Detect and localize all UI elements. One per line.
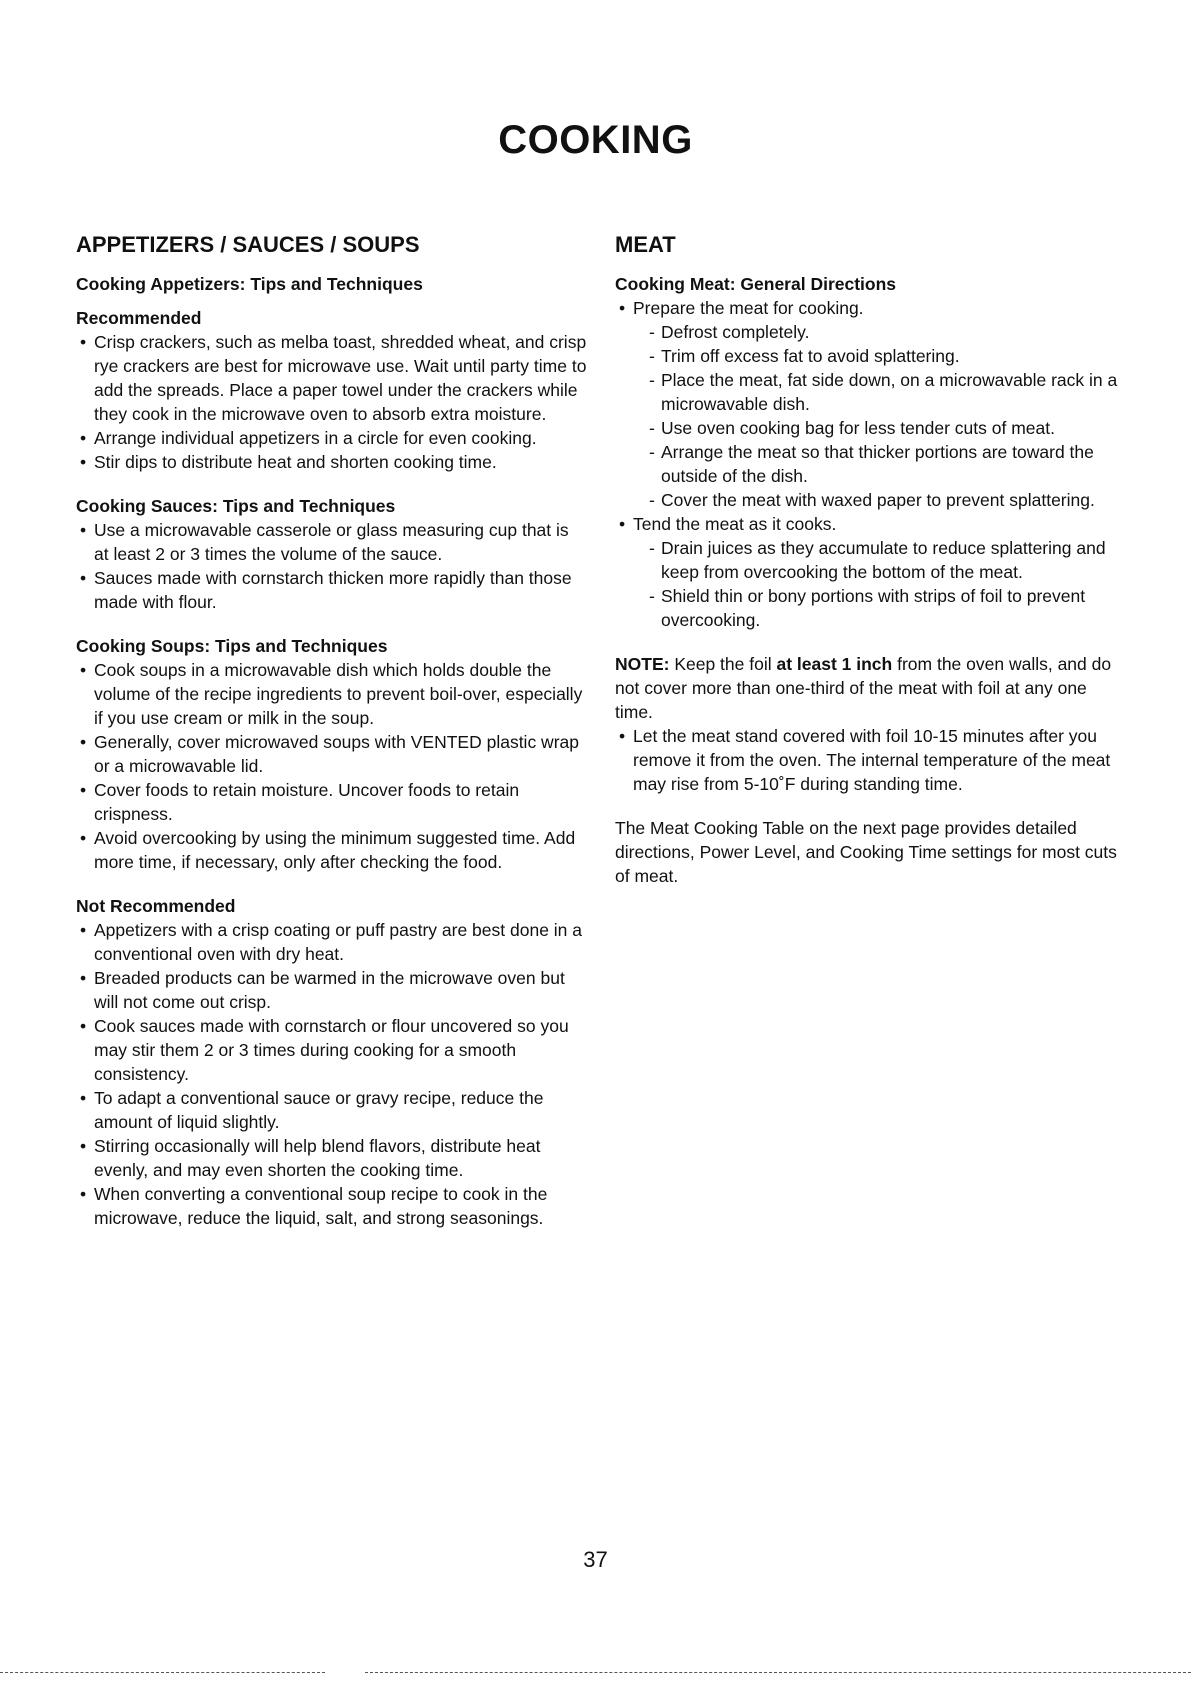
list-item: • Stir dips to distribute heat and shorten cooking time.: [76, 450, 588, 474]
page-title: COOKING: [498, 118, 693, 162]
note-text-after: from the oven walls, and do not cover more than one-third of the meat with foil at any one time.: [615, 654, 1112, 722]
list-item: - Place the meat, fat side down, on a microwavable rack in a microwavable dish.: [649, 368, 1125, 416]
note-text-before: Keep the foil: [669, 654, 777, 674]
list-item: - Cover the meat with waxed paper to prevent splattering.: [649, 488, 1125, 512]
recommended-label: Recommended: [76, 308, 202, 328]
list-item: - Defrost completely.: [649, 320, 1125, 344]
list-item: • Cover foods to retain moisture. Uncover foods to retain crispness.: [76, 778, 588, 826]
list-item: • Avoid overcooking by using the minimum suggested time. Add more time, if necessary, only after checking the food.: [76, 826, 588, 874]
left-column: [76, 232, 588, 1230]
not-recommended-heading: Not Recommended: [76, 896, 236, 916]
sauces-heading: Cooking Sauces: Tips and Techniques: [76, 496, 396, 516]
note-label: NOTE:: [615, 654, 670, 674]
prepare-steps: [633, 320, 1125, 512]
not-recommended-list: [76, 918, 588, 1230]
list-item: • Stirring occasionally will help blend flavors, distribute heat evenly, and may even shorten the cooking time.: [76, 1134, 588, 1182]
list-item: • Crisp crackers, such as melba toast, shredded wheat, and crisp rye crackers are best for microwave use. Wait until party time to add the spreads. Place a paper towel under the crackers while they cook in the microwave oven to absorb extra moisture.: [76, 330, 588, 426]
meat-general-heading: Cooking Meat: General Directions: [615, 274, 897, 294]
list-item: • To adapt a conventional sauce or gravy recipe, reduce the amount of liquid slightly.: [76, 1086, 588, 1134]
meat-table-reference: The Meat Cooking Table on the next page provides detailed directions, Power Level, and Cooking Time settings for most cuts of meat.: [615, 818, 1117, 886]
meat-note: [615, 652, 1125, 724]
list-item: - Trim off excess fat to avoid splattering.: [649, 344, 1125, 368]
prepare-text: Prepare the meat for cooking.: [633, 298, 864, 318]
meat-directions-list: [615, 296, 1125, 632]
list-item: • Cook sauces made with cornstarch or flour uncovered so you may stir them 2 or 3 times during cooking for a smooth consistency.: [76, 1014, 588, 1086]
appetizers-heading: Cooking Appetizers: Tips and Techniques: [76, 274, 423, 294]
section-heading-appetizers-sauces-soups: APPETIZERS / SAUCES / SOUPS: [76, 232, 420, 257]
list-item: - Drain juices as they accumulate to reduce splattering and keep from overcooking the bottom of the meat.: [649, 536, 1125, 584]
soups-heading: Cooking Soups: Tips and Techniques: [76, 636, 388, 656]
soups-list: [76, 658, 588, 874]
list-item: [615, 512, 1125, 632]
list-item: - Shield thin or bony portions with strips of foil to prevent overcooking.: [649, 584, 1125, 632]
list-item: • Cook soups in a microwavable dish which holds double the volume of the recipe ingredients to prevent boil-over, especially if you use cream or milk in the soup.: [76, 658, 588, 730]
tend-text: Tend the meat as it cooks.: [633, 514, 837, 534]
section-heading-meat: MEAT: [615, 232, 676, 257]
sauces-list: [76, 518, 588, 614]
list-item: • Arrange individual appetizers in a circle for even cooking.: [76, 426, 588, 450]
list-item: [615, 296, 1125, 512]
list-item: • Use a microwavable casserole or glass measuring cup that is at least 2 or 3 times the volume of the sauce.: [76, 518, 588, 566]
list-item: • Generally, cover microwaved soups with VENTED plastic wrap or a microwavable lid.: [76, 730, 588, 778]
list-item: - Use oven cooking bag for less tender cuts of meat.: [649, 416, 1125, 440]
list-item: • Sauces made with cornstarch thicken more rapidly than those made with flour.: [76, 566, 588, 614]
footer-rule-left: [0, 1672, 325, 1673]
list-item: - Arrange the meat so that thicker portions are toward the outside of the dish.: [649, 440, 1125, 488]
footer-rule-right: [365, 1672, 1191, 1673]
right-column: [615, 232, 1125, 888]
standing-list: [615, 724, 1125, 796]
list-item: • Appetizers with a crisp coating or puff pastry are best done in a conventional oven with dry heat.: [76, 918, 588, 966]
note-emphasis: at least 1 inch: [776, 654, 893, 674]
page-number: 37: [583, 1547, 608, 1572]
list-item: • Breaded products can be warmed in the microwave oven but will not come out crisp.: [76, 966, 588, 1014]
appetizers-list: [76, 330, 588, 474]
tend-steps: [633, 536, 1125, 632]
list-item: • When converting a conventional soup recipe to cook in the microwave, reduce the liquid, salt, and strong seasonings.: [76, 1182, 588, 1230]
list-item: • Let the meat stand covered with foil 10-15 minutes after you remove it from the oven. The internal temperature of the meat may rise from 5-10˚F during standing time.: [615, 724, 1125, 796]
